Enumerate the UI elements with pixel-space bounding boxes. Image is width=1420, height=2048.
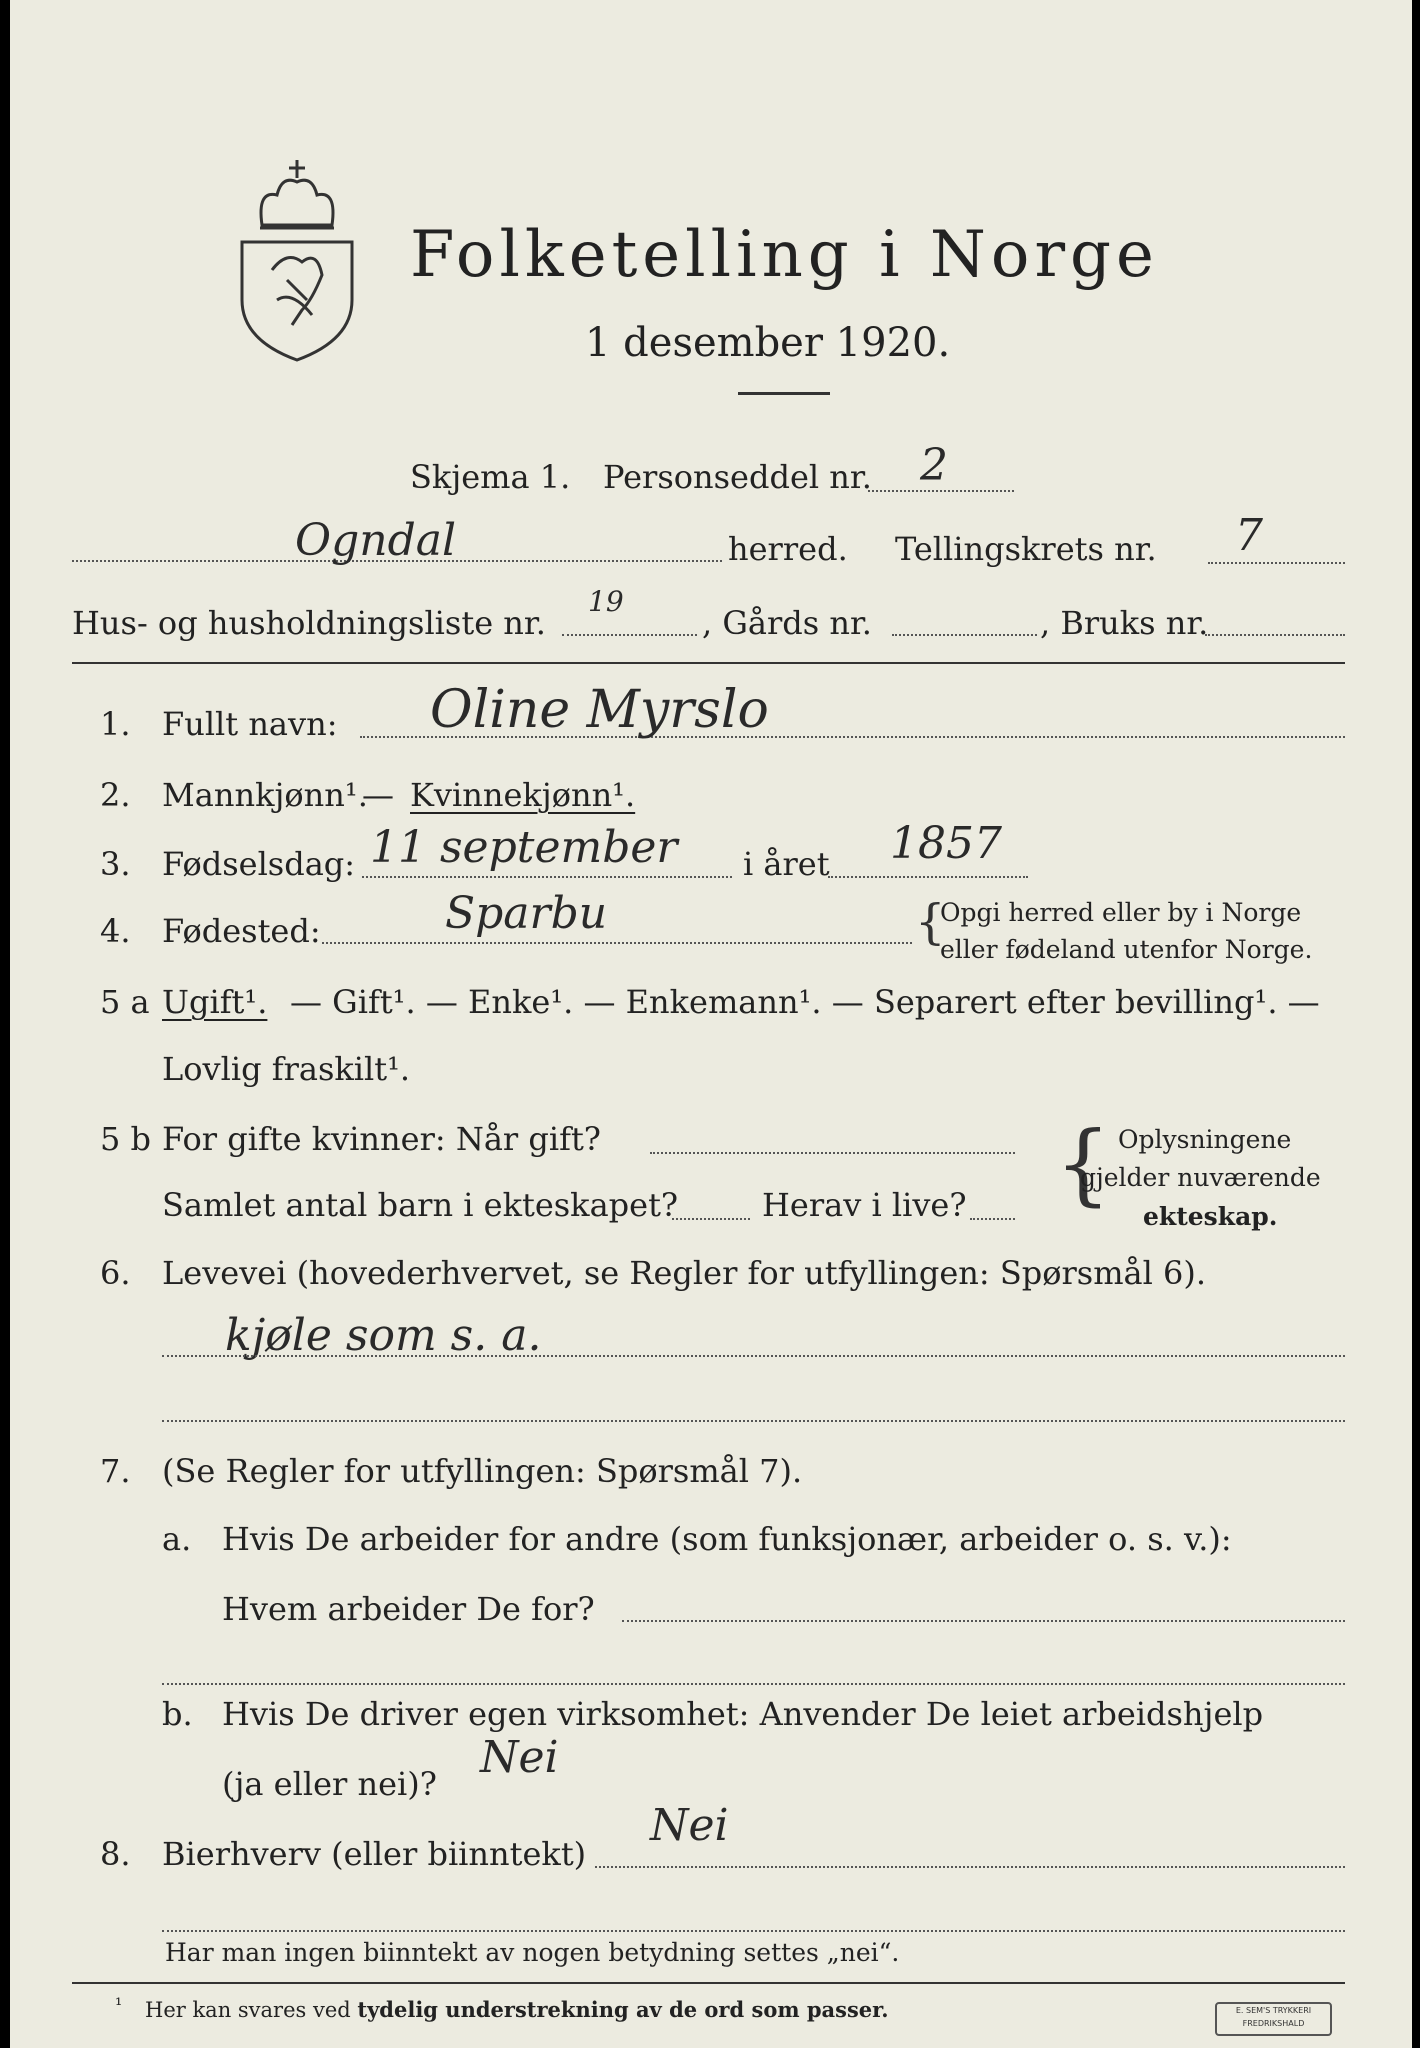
q6-label: Levevei (hovederhvervet, se Regler for utfyllingen: Spørsmål 6). bbox=[162, 1254, 1207, 1292]
q8-number: 8. bbox=[100, 1835, 131, 1873]
q5a-ugift[interactable]: Ugift¹. bbox=[162, 983, 268, 1021]
q5b-number: 5 b bbox=[100, 1120, 152, 1158]
q5b-label2: Samlet antal barn i ekteskapet? bbox=[162, 1186, 679, 1224]
bruks-line bbox=[1205, 634, 1345, 636]
q7a-number: a. bbox=[162, 1520, 192, 1558]
q5b-label3: Herav i live? bbox=[762, 1186, 967, 1224]
q8-line bbox=[595, 1866, 1345, 1868]
tellingskrets-label: Tellingskrets nr. bbox=[895, 530, 1157, 568]
footnote-text bbox=[145, 1997, 889, 2022]
form-title: Folketelling i Norge bbox=[410, 218, 1159, 292]
q3-day-line bbox=[362, 876, 732, 878]
q7b-question: (ja eller nei)? bbox=[222, 1765, 437, 1803]
q8-line2 bbox=[162, 1930, 1345, 1932]
q7-number: 7. bbox=[100, 1452, 131, 1490]
tellingskrets-line bbox=[1208, 562, 1345, 564]
q5b-note1: Oplysningene bbox=[1118, 1125, 1292, 1154]
husliste-value[interactable]: 19 bbox=[588, 585, 624, 618]
q4-label: Fødested: bbox=[162, 912, 321, 950]
q3-label: Fødselsdag: bbox=[162, 845, 356, 883]
footnote-text-start: Her kan svares ved bbox=[145, 1998, 351, 2022]
q5b-note3: ekteskap. bbox=[1143, 1202, 1278, 1231]
personseddel-value[interactable]: 2 bbox=[920, 440, 948, 491]
q2-male[interactable]: Mannkjønn¹. bbox=[162, 776, 368, 814]
bruks-label: , Bruks nr. bbox=[1040, 604, 1209, 642]
q4-note-brace: { bbox=[915, 894, 946, 950]
q6-value[interactable]: kjøle som s. a. bbox=[225, 1310, 542, 1361]
gards-label: , Gårds nr. bbox=[702, 604, 872, 642]
husliste-label: Hus- og husholdningsliste nr. bbox=[72, 604, 546, 642]
printer-stamp-line2: FREDRIKSHALD bbox=[1242, 2019, 1305, 2028]
q4-line bbox=[322, 942, 912, 944]
q7a-question: Hvem arbeider De for? bbox=[222, 1590, 595, 1628]
q5a-line2[interactable]: Lovlig fraskilt¹. bbox=[162, 1050, 411, 1088]
q2-number: 2. bbox=[100, 776, 131, 814]
q2-female[interactable]: Kvinnekjønn¹. bbox=[410, 776, 636, 814]
printer-stamp bbox=[1215, 2002, 1332, 2036]
q4-note-line1: Opgi herred eller by i Norge bbox=[940, 898, 1302, 927]
q5b-label1: For gifte kvinner: Når gift? bbox=[162, 1120, 601, 1158]
q7b-number: b. bbox=[162, 1695, 193, 1733]
q5a-number: 5 a bbox=[100, 983, 150, 1021]
footnote-divider bbox=[72, 1982, 1345, 1984]
q5b-alive-line bbox=[970, 1218, 1015, 1220]
q3-year-value[interactable]: 1857 bbox=[890, 818, 1002, 869]
tellingskrets-value[interactable]: 7 bbox=[1235, 510, 1263, 561]
q1-label: Fullt navn: bbox=[162, 705, 338, 743]
q5b-note-brace: { bbox=[1055, 1112, 1111, 1215]
q1-number: 1. bbox=[100, 705, 131, 743]
q3-number: 3. bbox=[100, 845, 131, 883]
q1-value[interactable]: Oline Myrslo bbox=[430, 680, 769, 740]
q5b-married-line bbox=[650, 1152, 1015, 1154]
q6-number: 6. bbox=[100, 1254, 131, 1292]
herred-value[interactable]: Ogndal bbox=[295, 515, 457, 566]
census-date: 1 desember 1920. bbox=[585, 320, 951, 366]
schema-label: Skjema 1. bbox=[410, 458, 571, 496]
coat-of-arms-icon bbox=[232, 150, 362, 365]
footnote-text-bold: tydelig understrekning av de ord som passer. bbox=[357, 1997, 889, 2022]
q6-line1 bbox=[162, 1355, 1345, 1357]
footnote-mark: ¹ bbox=[115, 1995, 123, 2016]
gards-line bbox=[892, 634, 1037, 636]
section-divider bbox=[72, 662, 1345, 664]
q3-day-value[interactable]: 11 september bbox=[370, 822, 678, 873]
q6-line2 bbox=[162, 1420, 1345, 1422]
q7-label: (Se Regler for utfyllingen: Spørsmål 7). bbox=[162, 1452, 803, 1490]
q4-number: 4. bbox=[100, 912, 131, 950]
q5b-children-line bbox=[672, 1218, 750, 1220]
q8-value[interactable]: Nei bbox=[650, 1800, 729, 1851]
q7a-text: Hvis De arbeider for andre (som funksjonær, arbeider o. s. v.): bbox=[222, 1520, 1232, 1558]
q2-dash: — bbox=[362, 776, 394, 814]
q5b-note2: gjelder nuværende bbox=[1080, 1163, 1321, 1192]
q7b-value[interactable]: Nei bbox=[480, 1732, 559, 1783]
q7b-text: Hvis De driver egen virksomhet: Anvender De leiet arbeidshjelp bbox=[222, 1695, 1264, 1733]
printer-stamp-line1: E. SEM'S TRYKKERI bbox=[1235, 2006, 1312, 2015]
census-form-page bbox=[10, 0, 1412, 2048]
husliste-line bbox=[562, 634, 697, 636]
bottom-note: Har man ingen biinntekt av nogen betydning settes „nei“. bbox=[165, 1938, 900, 1967]
q3-year-label: i året bbox=[743, 845, 830, 883]
q7a-line2 bbox=[162, 1683, 1345, 1685]
herred-label: herred. bbox=[728, 530, 848, 568]
title-divider bbox=[738, 392, 830, 395]
q5a-options[interactable]: — Gift¹. — Enke¹. — Enkemann¹. — Separert efter bevilling¹. — bbox=[290, 983, 1320, 1021]
personseddel-label: Personseddel nr. bbox=[603, 458, 872, 496]
q3-year-line bbox=[828, 876, 1028, 878]
q4-value[interactable]: Sparbu bbox=[445, 888, 608, 939]
q4-note-line2: eller fødeland utenfor Norge. bbox=[940, 935, 1313, 964]
q7a-line bbox=[622, 1620, 1345, 1622]
q8-label: Bierhverv (eller biinntekt) bbox=[162, 1835, 587, 1873]
